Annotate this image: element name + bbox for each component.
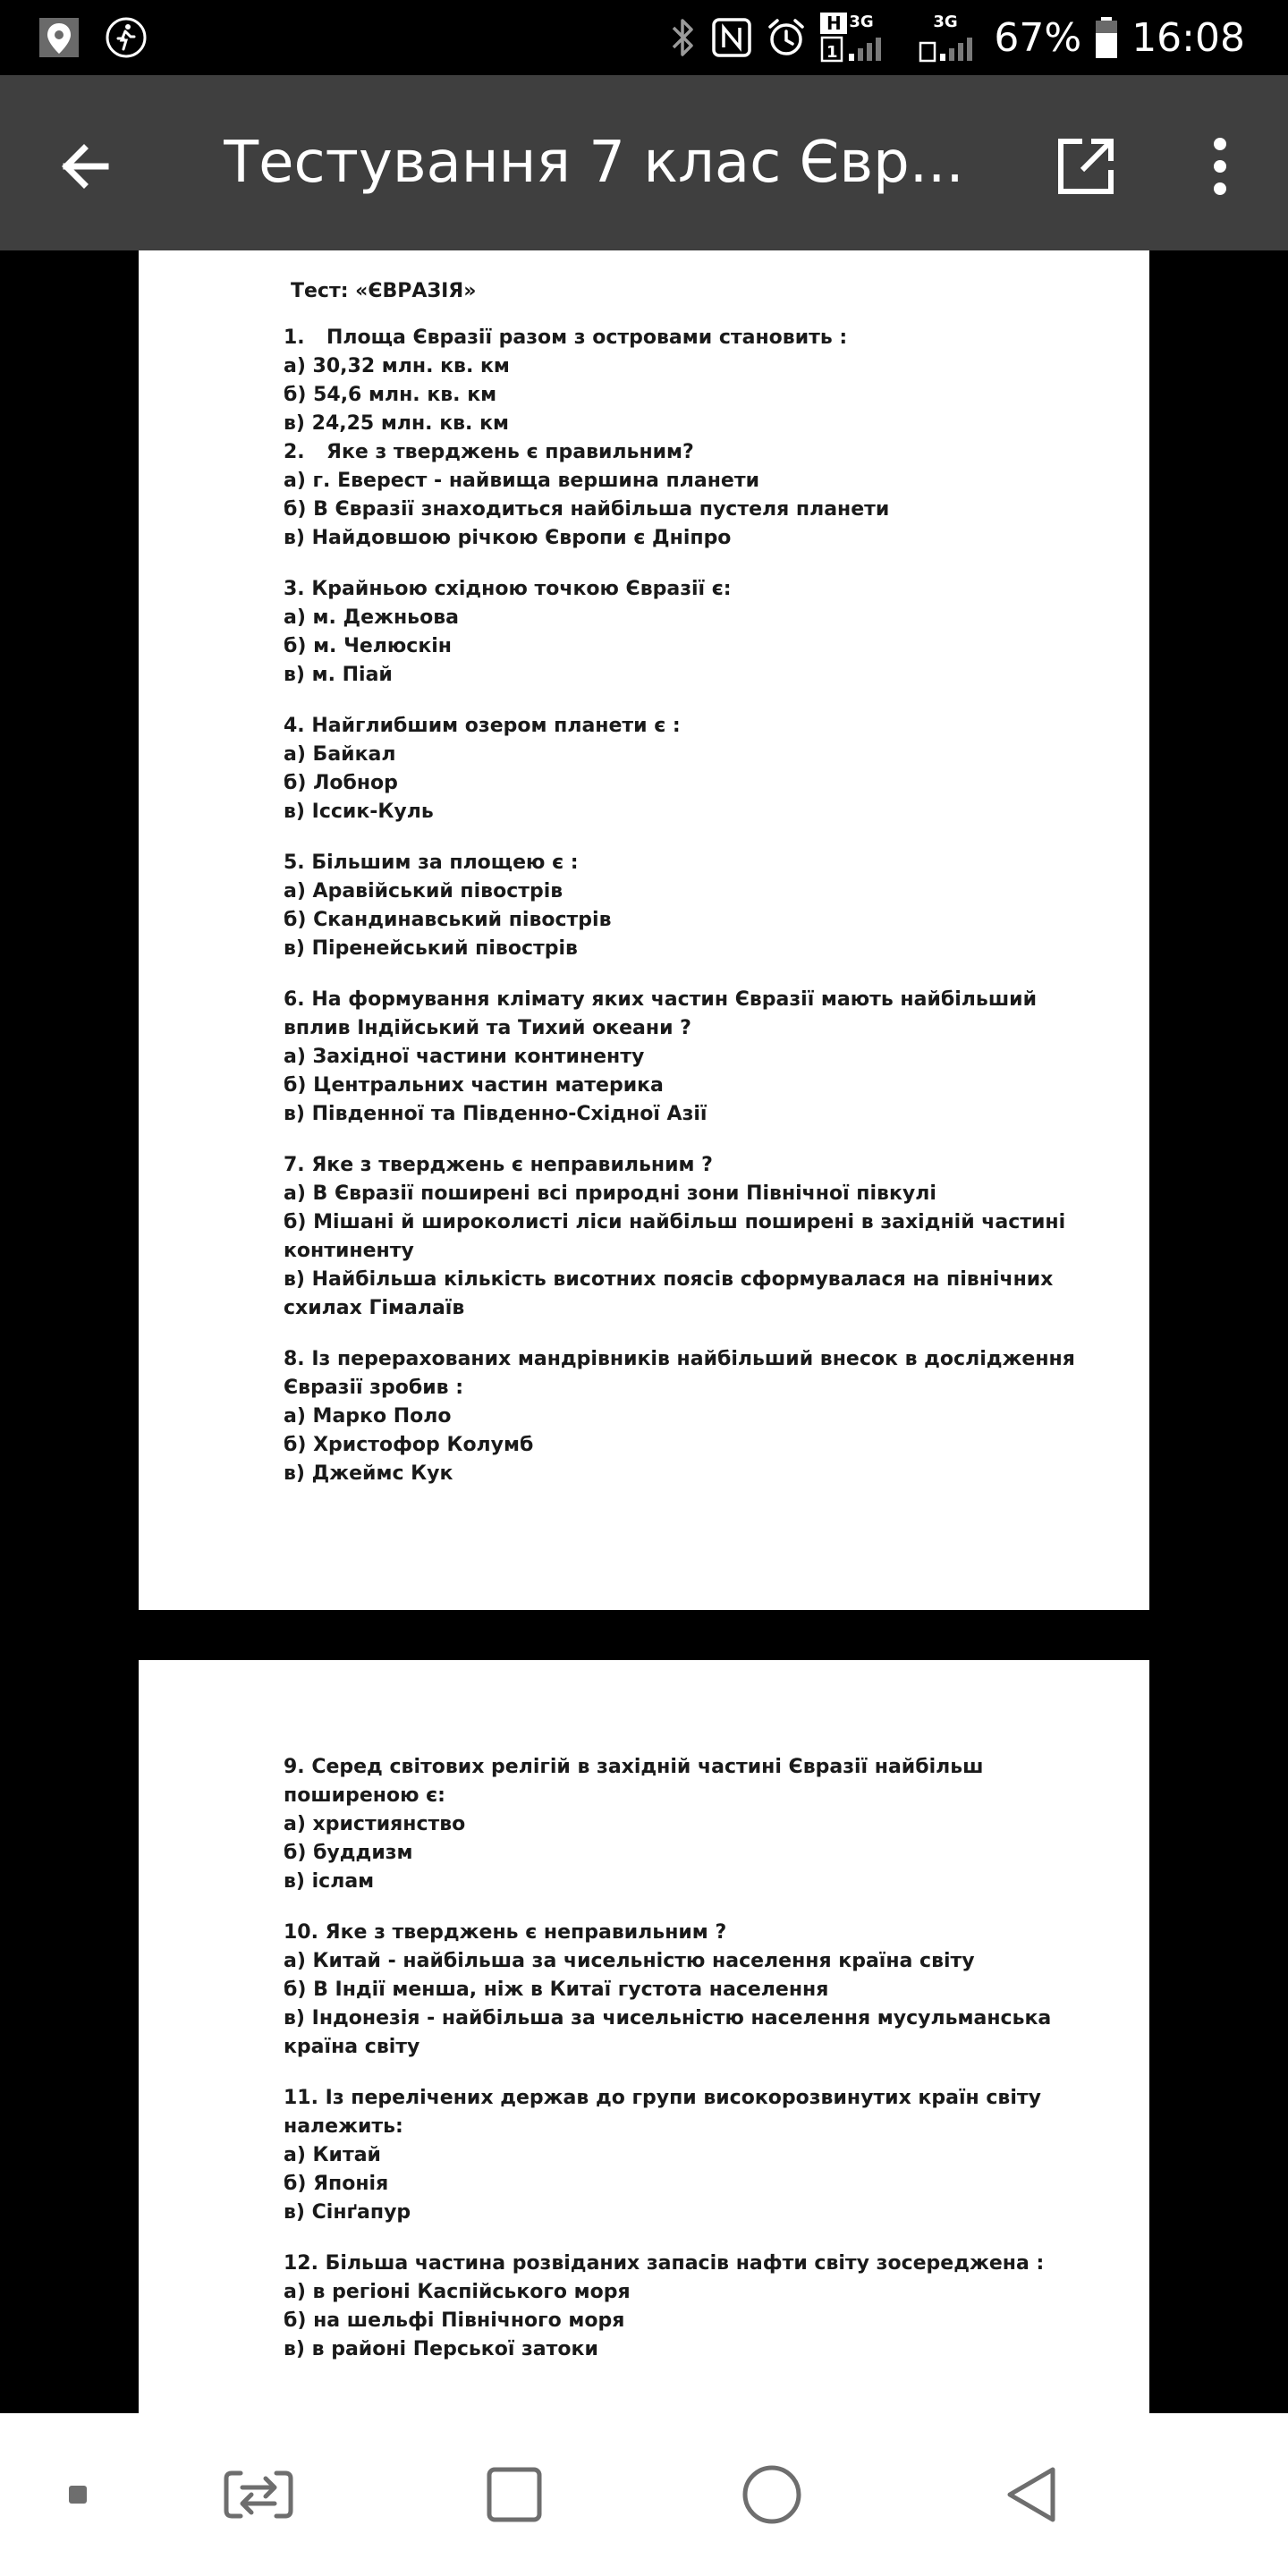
network-type-1: 3G — [849, 13, 874, 31]
option-c: в) Піренейський півострів — [284, 937, 578, 960]
back-arrow-icon — [57, 138, 114, 195]
activity-icon — [104, 15, 148, 60]
page-content-2 — [284, 1753, 1089, 2386]
question-4 — [284, 712, 1089, 826]
question-12 — [284, 2250, 1089, 2364]
status-left — [34, 13, 148, 63]
option-a: а) в регіоні Каспійського моря — [284, 2281, 631, 2303]
question-text: 12. Більша частина розвіданих запасів нафти світу зосереджена : — [284, 2252, 1045, 2275]
question-text: 6. На формування клімату яких частин Євразії мають найбільший вплив Індійський та Тихий океани ? — [284, 988, 1038, 1039]
signal-bars-2 — [919, 36, 981, 63]
question-11 — [284, 2084, 1089, 2227]
option-b: б) Скандинавський півострів — [284, 909, 612, 931]
switch-apps-icon — [223, 2466, 294, 2523]
question-6 — [284, 986, 1089, 1129]
option-a: а) Китай — [284, 2144, 381, 2166]
signal-icon — [820, 13, 906, 63]
option-c: в) Іссик-Куль — [284, 801, 434, 823]
recents-dot-button[interactable] — [38, 2454, 118, 2535]
option-b: б) Мішані й широколисті ліси найбільш поширені в західній частині континенту — [284, 1211, 1066, 1262]
battery-percent: 67% — [994, 14, 1082, 61]
option-a: а) В Євразії поширені всі природні зони Північної півкулі — [284, 1182, 936, 1205]
question-8 — [284, 1345, 1089, 1488]
question-3 — [284, 575, 1089, 690]
location-icon — [34, 13, 84, 63]
back-nav-button[interactable] — [991, 2454, 1072, 2535]
question-text: 7. Яке з тверджень є неправильним ? — [284, 1154, 713, 1176]
alarm-icon — [765, 16, 808, 59]
option-b: б) Центральних частин материка — [284, 1074, 664, 1097]
option-c: в) Південної та Південно-Східної Азії — [284, 1103, 708, 1125]
status-right — [666, 9, 1245, 66]
overview-square-icon — [486, 2466, 543, 2523]
document-title: Тестування 7 клас Євр... — [224, 130, 964, 196]
option-a: а) християнство — [284, 1813, 466, 1835]
home-circle-icon — [741, 2464, 802, 2525]
option-b: б) м. Челюскін — [284, 635, 452, 657]
question-text: 5. Більшим за площею є : — [284, 852, 579, 874]
option-a: а) Аравійський півострів — [284, 880, 564, 902]
document-viewer[interactable] — [0, 250, 1288, 2413]
question-text: 8. Із перерахованих мандрівників найбільший внесок в дослідження Євразії зробив : — [284, 1348, 1075, 1399]
back-button[interactable] — [48, 129, 123, 204]
option-b: б) Японія — [284, 2173, 389, 2195]
recents-dot-icon — [67, 2484, 89, 2505]
question-text: 10. Яке з тверджень є неправильним ? — [284, 1921, 727, 1944]
option-a: а) Марко Поло — [284, 1405, 452, 1428]
question-10 — [284, 1919, 1089, 2062]
option-c: в) 24,25 млн. кв. км — [284, 412, 509, 435]
bluetooth-icon — [666, 15, 699, 60]
more-options-button[interactable] — [1182, 129, 1258, 204]
option-a: а) Китай - найбільша за чисельністю населення країна світу — [284, 1950, 975, 1972]
overview-button[interactable] — [474, 2454, 555, 2535]
page-content-1 — [284, 277, 1089, 1511]
option-b: б) буддизм — [284, 1842, 413, 1864]
back-triangle-icon — [1003, 2464, 1060, 2525]
option-c: в) Сінґапур — [284, 2201, 411, 2224]
option-c: в) в районі Перської затоки — [284, 2338, 598, 2360]
home-button[interactable] — [732, 2454, 812, 2535]
option-c: в) Найдовшою річкою Європи є Дніпро — [284, 527, 732, 549]
option-b: б) Лобнор — [284, 772, 398, 794]
signal-icon-2 — [919, 13, 981, 63]
question-text: Яке з тверджень є правильним? — [326, 441, 694, 463]
question-1 — [284, 324, 1089, 438]
nfc-icon — [711, 17, 752, 58]
app-bar — [0, 75, 1288, 250]
question-text: 9. Серед світових релігій в західній частині Євразії найбільш поширеною є: — [284, 1756, 984, 1807]
option-c: в) іслам — [284, 1870, 375, 1893]
question-number: 1. — [284, 326, 305, 349]
question-text: Площа Євразії разом з островами становить : — [326, 326, 848, 349]
signal-bars-1 — [820, 36, 906, 63]
status-bar — [0, 0, 1288, 75]
navigation-bar — [0, 2413, 1288, 2576]
network-type-2: 3G — [933, 13, 958, 31]
document-page-2 — [139, 1660, 1149, 2413]
switch-apps-button[interactable] — [218, 2454, 299, 2535]
question-5 — [284, 849, 1089, 963]
open-in-new-icon — [1055, 136, 1116, 197]
question-text: 3. Крайньою східною точкою Євразії є: — [284, 578, 732, 600]
question-text: 4. Найглибшим озером планети є : — [284, 715, 681, 737]
option-b: б) 54,6 млн. кв. км — [284, 384, 497, 406]
option-b: б) В Індії менша, ніж в Китаї густота населення — [284, 1979, 829, 2001]
option-c: в) Найбільша кількість висотних поясів сформувалася на північних схилах Гімалаїв — [284, 1268, 1054, 1319]
more-vert-icon — [1209, 135, 1231, 198]
data-indicator: H — [820, 13, 847, 34]
question-text: 11. Із перелічених держав до групи високорозвинутих країн світу належить: — [284, 2087, 1041, 2138]
option-a: а) г. Еверест - найвища вершина планети — [284, 470, 759, 492]
svg-text:1: 1 — [826, 43, 838, 62]
option-b: б) В Євразії знаходиться найбільша пустеля планети — [284, 498, 890, 521]
question-7 — [284, 1151, 1089, 1323]
test-title: Тест: «ЄВРАЗІЯ» — [291, 280, 477, 302]
option-b: б) Христофор Колумб — [284, 1434, 534, 1456]
option-c: в) м. Піай — [284, 664, 393, 686]
option-c: в) Джеймс Кук — [284, 1462, 453, 1485]
battery-icon — [1094, 15, 1119, 60]
option-a: а) м. Дежньова — [284, 606, 459, 629]
option-c: в) Індонезія - найбільша за чисельністю населення мусульманська країна світу — [284, 2007, 1052, 2058]
option-b: б) на шельфі Північного моря — [284, 2309, 625, 2332]
open-external-button[interactable] — [1048, 129, 1123, 204]
option-a: а) Західної частини континенту — [284, 1046, 645, 1068]
question-2 — [284, 438, 1089, 553]
option-a: а) Байкал — [284, 743, 396, 766]
clock: 16:08 — [1131, 14, 1245, 61]
option-a: а) 30,32 млн. кв. км — [284, 355, 510, 377]
document-page-1 — [139, 250, 1149, 1610]
question-number: 2. — [284, 441, 305, 463]
question-9 — [284, 1753, 1089, 1896]
